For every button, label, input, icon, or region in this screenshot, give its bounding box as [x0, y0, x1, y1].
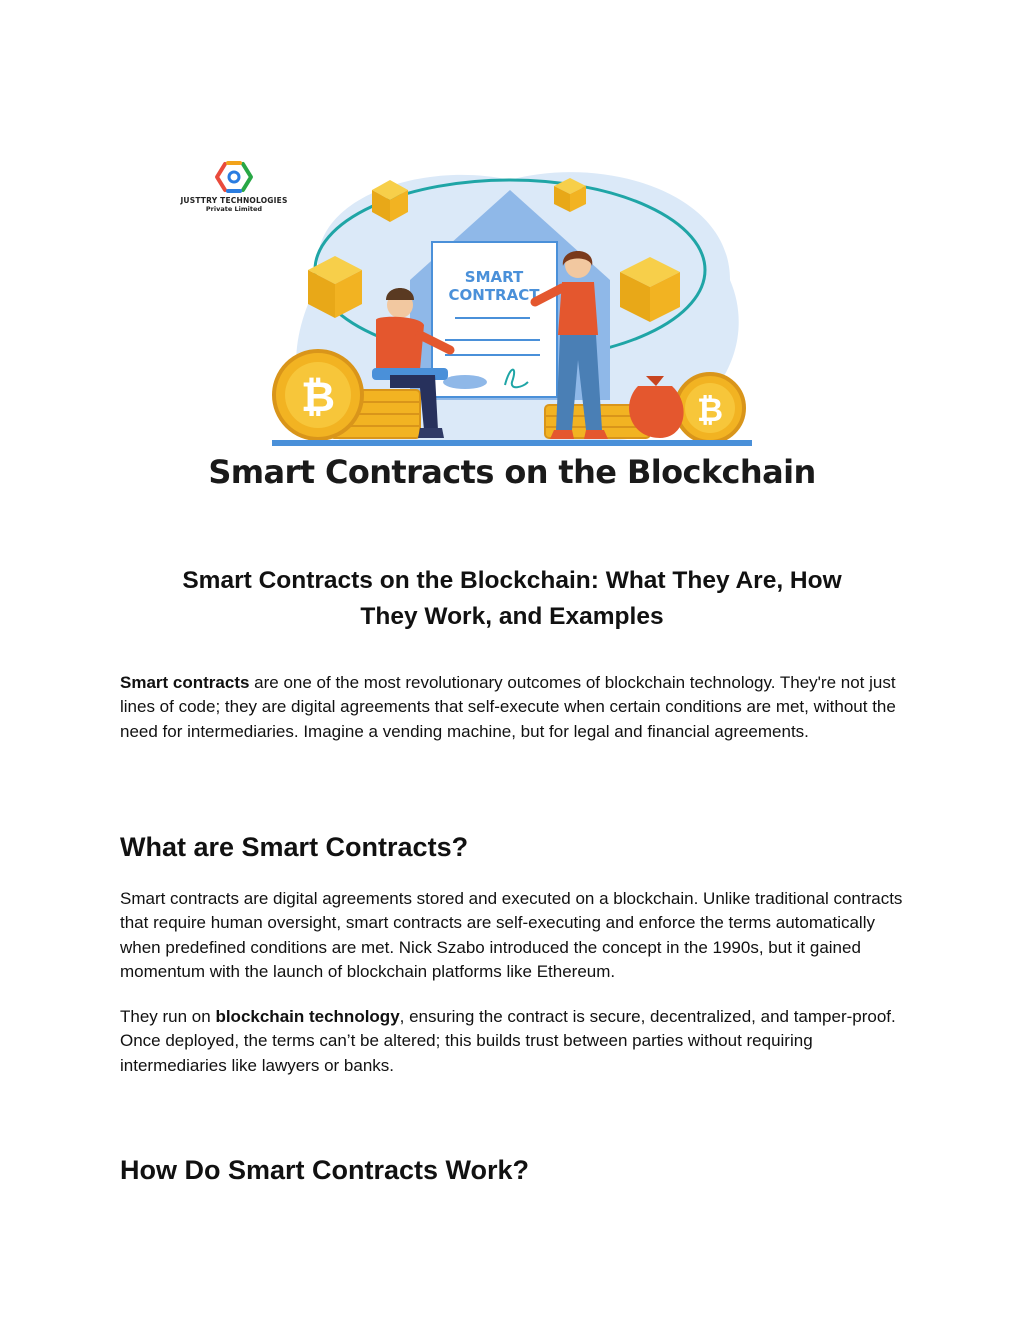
logo-company-name: JUSTTRY TECHNOLOGIES [180, 196, 288, 205]
ground-bar [272, 440, 752, 446]
intro-paragraph [120, 671, 910, 744]
intro-text: are one of the most revolutionary outcomes of blockchain technology. They're not just lines of code; they are digital agreements that self-execute when certain conditions are met, without the need for intermediaries. Imagine a vending machine, but for legal and financial agreements. [120, 673, 896, 741]
section-heading-how: How Do Smart Contracts Work? [120, 1155, 530, 1185]
contract-document [432, 242, 557, 397]
section-heading-what: What are Smart Contracts? [120, 832, 469, 862]
p2-text-before: They run on [120, 1007, 216, 1026]
banner-title: Smart Contracts on the Blockchain [208, 453, 816, 491]
article-title-line1: Smart Contracts on the Blockchain: What They Are, How [182, 567, 842, 594]
smart-contract-illustration [260, 160, 760, 455]
hero-banner-image [160, 150, 860, 510]
logo-company-subtitle: Private Limited [205, 205, 263, 213]
article-title [120, 563, 904, 635]
contract-label-line1: SMART [464, 268, 524, 286]
section1-paragraph-2 [120, 1005, 910, 1078]
section1-paragraph-1: Smart contracts are digital agreements stored and executed on a blockchain. Unlike traditional contracts that require human oversight, smart contracts are self-executing and enforce the terms automatically when predefined conditions are met. Nick Szabo introduced the concept in the 1990s, but it gained momentum with the launch of blockchain platforms like Ethereum. [120, 889, 903, 981]
contract-label-line2: CONTRACT [448, 286, 540, 304]
svg-text:₿: ₿ [300, 372, 336, 421]
bitcoin-coin-icon [676, 374, 744, 442]
p2-text-after: , ensuring the contract is secure, decentralized, and tamper-proof. Once deployed, the terms can’t be altered; this builds trust between parties without requiring intermediaries like lawyers or banks. [120, 1007, 896, 1075]
logo-hexagon-icon [211, 160, 257, 194]
bitcoin-coin-icon [274, 351, 362, 439]
intro-bold-term: Smart contracts [120, 673, 250, 692]
svg-text:₿: ₿ [696, 391, 724, 429]
p2-bold-term: blockchain technology [215, 1007, 400, 1026]
article-title-line2: They Work, and Examples [360, 603, 664, 630]
